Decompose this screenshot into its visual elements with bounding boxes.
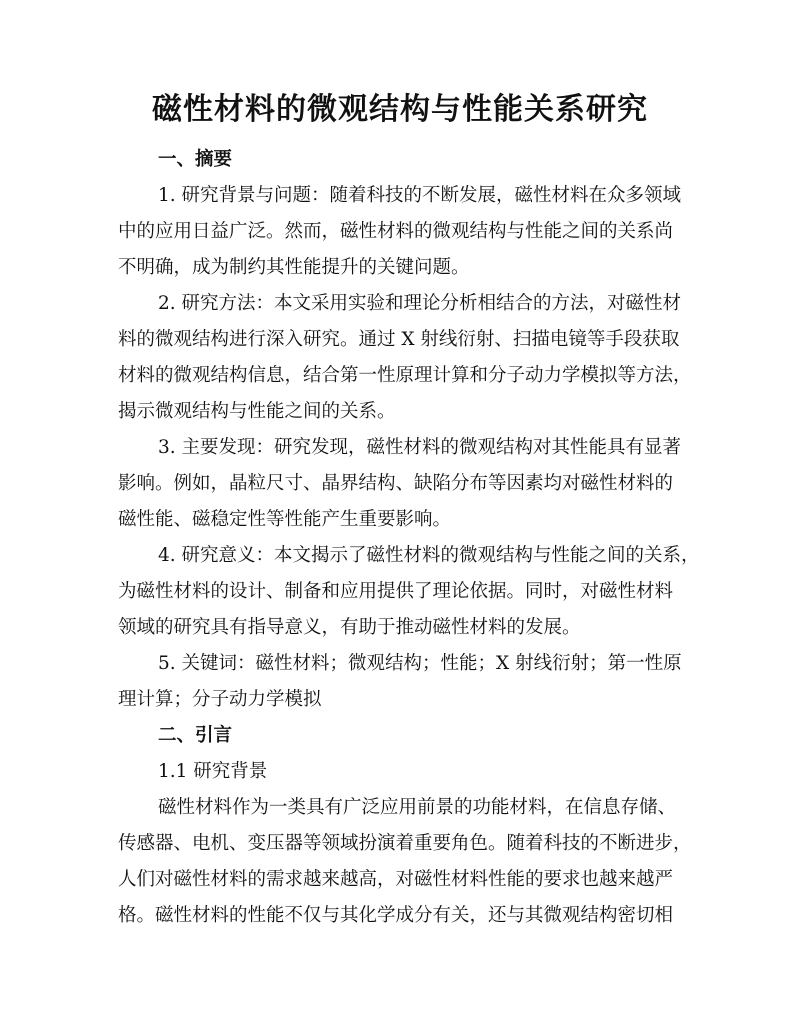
introduction-line-2: 传感器、电机、变压器等领域扮演着重要角色。随着科技的不断进步， bbox=[118, 833, 692, 854]
abstract-item-1-line-2: 中的应用日益广泛。然而，磁性材料的微观结构与性能之间的关系尚 bbox=[118, 221, 674, 242]
document-title: 磁性材料的微观结构与性能关系研究 bbox=[152, 92, 648, 127]
introduction-line-4: 格。磁性材料的性能不仅与其化学成分有关，还与其微观结构密切相 bbox=[118, 905, 674, 926]
abstract-item-5-line-1: 5. 关键词：磁性材料；微观结构；性能；X 射线衍射；第一性原 bbox=[158, 653, 682, 674]
abstract-item-3-line-1: 3. 主要发现：研究发现，磁性材料的微观结构对其性能具有显著 bbox=[158, 437, 682, 458]
abstract-item-4-line-2: 为磁性材料的设计、制备和应用提供了理论依据。同时，对磁性材料 bbox=[118, 581, 674, 602]
abstract-item-2-line-2: 料的微观结构进行深入研究。通过 X 射线衍射、扫描电镜等手段获取 bbox=[118, 329, 680, 350]
abstract-heading: 一、摘要 bbox=[158, 149, 233, 170]
introduction-line-3: 人们对磁性材料的需求越来越高，对磁性材料性能的要求也越来越严 bbox=[118, 869, 674, 890]
abstract-item-2-line-4: 揭示微观结构与性能之间的关系。 bbox=[118, 401, 396, 422]
abstract-item-1-line-3: 不明确，成为制约其性能提升的关键问题。 bbox=[118, 257, 470, 278]
abstract-item-4-line-1: 4. 研究意义：本文揭示了磁性材料的微观结构与性能之间的关系， bbox=[158, 545, 700, 566]
abstract-item-2-line-3: 材料的微观结构信息，结合第一性原理计算和分子动力学模拟等方法， bbox=[118, 365, 692, 386]
abstract-item-2-line-1: 2. 研究方法：本文采用实验和理论分析相结合的方法，对磁性材 bbox=[158, 293, 682, 314]
abstract-item-4-line-3: 领域的研究具有指导意义，有助于推动磁性材料的发展。 bbox=[118, 617, 581, 638]
abstract-item-5-line-2: 理计算；分子动力学模拟 bbox=[118, 689, 322, 710]
introduction-heading: 二、引言 bbox=[158, 725, 233, 746]
introduction-subheading: 1.1 研究背景 bbox=[158, 761, 268, 782]
abstract-item-3-line-3: 磁性能、磁稳定性等性能产生重要影响。 bbox=[118, 509, 452, 530]
abstract-item-1-line-1: 1. 研究背景与问题：随着科技的不断发展，磁性材料在众多领域 bbox=[158, 185, 682, 206]
introduction-line-1: 磁性材料作为一类具有广泛应用前景的功能材料，在信息存储、 bbox=[158, 797, 677, 818]
abstract-item-3-line-2: 影响。例如，晶粒尺寸、晶界结构、缺陷分布等因素均对磁性材料的 bbox=[118, 473, 674, 494]
